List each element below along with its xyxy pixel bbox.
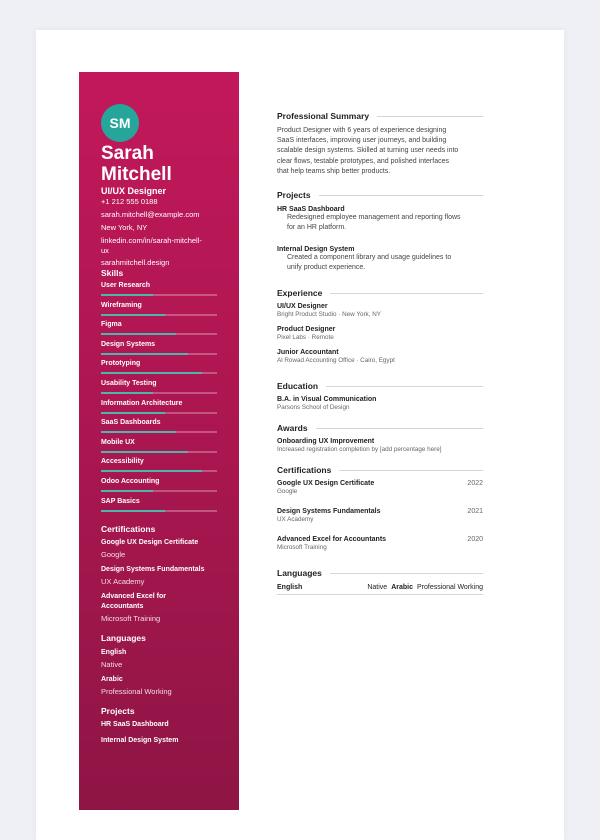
skill-bar-track xyxy=(101,431,217,433)
divider xyxy=(339,470,483,471)
experience-3-title: Junior Accountant xyxy=(277,349,339,356)
sidebar-language-2 xyxy=(101,675,172,697)
skill-item xyxy=(101,478,217,485)
project-1-title: HR SaaS Dashboard xyxy=(277,206,345,213)
language-2-level: Professional Working xyxy=(416,584,483,591)
skill-label: Mobile UX xyxy=(101,438,135,446)
skill-item xyxy=(101,498,217,505)
skill-label: Information Architecture xyxy=(101,399,183,407)
certification-1-title: Google UX Design Certificate xyxy=(277,480,375,487)
skill-label: Prototyping xyxy=(101,360,141,368)
skill-item xyxy=(101,341,217,348)
skill-item xyxy=(101,400,217,407)
skill-label: Design Systems xyxy=(101,340,156,348)
divider xyxy=(330,573,483,574)
skill-bar-track xyxy=(101,333,217,335)
sidebar-cert-2-title: Design Systems Fundamentals xyxy=(101,566,205,573)
certifications-heading xyxy=(277,465,483,475)
certification-2-org: UX Academy xyxy=(277,516,314,523)
skill-bar-fill xyxy=(101,451,188,453)
avatar-initials: SM xyxy=(109,115,131,131)
linkedin-line1: linkedin.com/in/sarah-mitchell- xyxy=(101,236,202,245)
project-1-desc-2: for an HR platform. xyxy=(287,224,347,231)
award-sub: Increased registration completion by [add percentage here] xyxy=(277,446,442,453)
skill-bar-fill xyxy=(101,470,202,472)
skill-item xyxy=(101,282,217,289)
sidebar-language-1 xyxy=(101,648,126,670)
skill-bar-track xyxy=(101,392,217,394)
skill-bar-fill xyxy=(101,412,165,414)
summary-line: that help teams ship better products. xyxy=(277,167,391,175)
experience-3-sub: Al Rowad Accounting Office · Cairo, Egypt xyxy=(277,357,395,364)
skill-item xyxy=(101,419,217,426)
skill-bar-fill xyxy=(101,314,165,316)
project-entry-1 xyxy=(277,206,483,233)
skill-item xyxy=(101,360,217,367)
skill-bar-track xyxy=(101,372,217,374)
divider xyxy=(326,386,483,387)
skill-bar-fill xyxy=(101,372,202,374)
skill-bar-track xyxy=(101,294,217,296)
skill-bar-track xyxy=(101,510,217,512)
skill-bar-fill xyxy=(101,510,165,512)
experience-entry-1 xyxy=(277,303,483,319)
skill-label: Odoo Accounting xyxy=(101,478,160,485)
sidebar-cert-1 xyxy=(101,538,198,560)
language-1-name: English xyxy=(277,584,303,591)
languages-heading-text: Languages xyxy=(277,568,322,578)
sidebar-certifications-heading: Certifications xyxy=(101,524,156,534)
sidebar-cert-3 xyxy=(101,592,166,624)
skill-bar-fill xyxy=(101,333,176,335)
sidebar-language-2-name: Arabic xyxy=(101,676,123,683)
awards-heading xyxy=(277,423,483,433)
candidate-name xyxy=(101,143,231,185)
skill-label: Accessibility xyxy=(101,458,144,466)
website: sarahmitchell.design xyxy=(101,258,170,267)
sidebar-languages-heading: Languages xyxy=(101,633,146,643)
skill-bar-track xyxy=(101,412,217,414)
certifications-section xyxy=(277,465,483,552)
skill-item xyxy=(101,321,217,328)
award-entry xyxy=(277,438,483,454)
skill-label: User Research xyxy=(101,282,151,289)
sidebar-cert-2-org: UX Academy xyxy=(101,577,145,586)
skill-item xyxy=(101,458,217,465)
first-name: Sarah xyxy=(101,143,154,164)
skill-bar-track xyxy=(101,314,217,316)
experience-section xyxy=(277,288,483,365)
skill-bar-track xyxy=(101,451,217,453)
divider xyxy=(319,195,483,196)
project-entry-2 xyxy=(277,246,483,273)
certification-3-title: Advanced Excel for Accountants xyxy=(277,536,387,543)
languages-row xyxy=(277,584,483,595)
certification-1-org: Google xyxy=(277,488,298,495)
education-section xyxy=(277,381,483,412)
skills-heading: Skills xyxy=(101,268,124,278)
education-sub: Parsons School of Design xyxy=(277,404,350,411)
project-2-desc-1: Created a component library and usage guidelines to xyxy=(287,254,452,261)
award-title: Onboarding UX Improvement xyxy=(277,438,375,445)
skill-item xyxy=(101,380,217,387)
skill-bar-track xyxy=(101,470,217,472)
summary-text xyxy=(277,126,483,177)
skill-bar-fill xyxy=(101,353,188,355)
experience-heading xyxy=(277,288,483,298)
experience-entry-3 xyxy=(277,349,483,365)
divider xyxy=(316,428,483,429)
skill-label: Usability Testing xyxy=(101,380,157,387)
education-heading-text: Education xyxy=(277,381,319,391)
projects-heading-text: Projects xyxy=(277,190,311,200)
project-2-desc-2: unify product experience. xyxy=(287,264,366,271)
sidebar-cert-1-title: Google UX Design Certificate xyxy=(101,539,199,546)
sidebar-projects-heading: Projects xyxy=(101,706,135,716)
project-1-desc-1: Redesigned employee management and reporting flows xyxy=(287,214,461,221)
certification-2-title: Design Systems Fundamentals xyxy=(277,508,381,515)
divider xyxy=(330,293,483,294)
summary-section xyxy=(277,111,483,177)
sidebar-language-1-level: Native xyxy=(101,660,123,669)
experience-entry-2 xyxy=(277,326,483,342)
skill-bar-fill xyxy=(101,431,176,433)
experience-2-title: Product Designer xyxy=(277,326,336,333)
certification-3-year: 2020 xyxy=(467,536,483,543)
languages-heading xyxy=(277,568,483,578)
sidebar-cert-1-org: Google xyxy=(101,550,126,559)
phone: +1 212 555 0188 xyxy=(101,197,158,206)
education-title: B.A. in Visual Communication xyxy=(277,396,377,403)
skill-label: SaaS Dashboards xyxy=(101,419,161,427)
summary-heading-text: Professional Summary xyxy=(277,111,370,121)
awards-section xyxy=(277,423,483,454)
projects-section xyxy=(277,190,483,273)
sidebar-cert-2 xyxy=(101,565,204,587)
skill-bar-track xyxy=(101,490,217,492)
experience-2-sub: Pixel Labs · Remote xyxy=(277,334,334,341)
skill-item xyxy=(101,439,217,446)
experience-heading-text: Experience xyxy=(277,288,323,298)
location: New York, NY xyxy=(101,223,148,232)
certification-entry-1 xyxy=(277,480,483,496)
certification-entry-2 xyxy=(277,508,483,524)
avatar xyxy=(101,104,139,142)
sidebar-project-1: HR SaaS Dashboard xyxy=(101,721,169,728)
sidebar-cert-3-org: Microsoft Training xyxy=(101,614,161,623)
sidebar-project-2: Internal Design System xyxy=(101,737,179,744)
email: sarah.mitchell@example.com xyxy=(101,210,200,219)
education-heading xyxy=(277,381,483,391)
sidebar-language-1-name: English xyxy=(101,649,127,656)
projects-heading xyxy=(277,190,483,200)
last-name: Mitchell xyxy=(101,164,172,185)
summary-line: clear flows, testable prototypes, and polished interfaces xyxy=(277,157,449,165)
certification-entry-3 xyxy=(277,536,483,552)
skill-bar-fill xyxy=(101,294,153,296)
summary-line: SaaS interfaces, improving user journeys, and building xyxy=(277,137,447,145)
experience-1-title: UI/UX Designer xyxy=(277,303,328,310)
linkedin xyxy=(101,236,202,256)
certifications-heading-text: Certifications xyxy=(277,465,332,475)
language-1-level: Native xyxy=(367,584,388,591)
certification-1-year: 2022 xyxy=(467,480,483,487)
languages-section xyxy=(277,568,483,595)
experience-1-sub: Bright Product Studio · New York, NY xyxy=(277,311,381,318)
skill-bar-fill xyxy=(101,490,153,492)
skill-label: SAP Basics xyxy=(101,497,140,505)
job-title: UI/UX Designer xyxy=(101,186,167,196)
language-2-name: Arabic xyxy=(391,584,413,591)
certification-2-year: 2021 xyxy=(467,508,483,515)
awards-heading-text: Awards xyxy=(277,423,308,433)
certification-3-org: Microsoft Training xyxy=(277,544,327,551)
sidebar-language-2-level: Professional Working xyxy=(101,687,172,696)
skill-bar-fill xyxy=(101,392,153,394)
summary-line: Product Designer with 6 years of experience designing xyxy=(277,127,447,134)
skill-label: Wireframing xyxy=(101,301,142,309)
summary-line: scalable design systems. Skilled at turning user needs into xyxy=(277,147,459,155)
skill-bar-track xyxy=(101,353,217,355)
education-entry xyxy=(277,396,483,412)
skill-item xyxy=(101,302,217,309)
sidebar-cert-3-title-2: Accountants xyxy=(101,603,144,610)
summary-heading xyxy=(277,111,483,121)
divider xyxy=(377,116,483,117)
sidebar-cert-3-title-1: Advanced Excel for xyxy=(101,593,166,600)
linkedin-line2: ux xyxy=(101,246,109,255)
skill-label: Figma xyxy=(101,321,122,329)
project-2-title: Internal Design System xyxy=(277,246,355,253)
